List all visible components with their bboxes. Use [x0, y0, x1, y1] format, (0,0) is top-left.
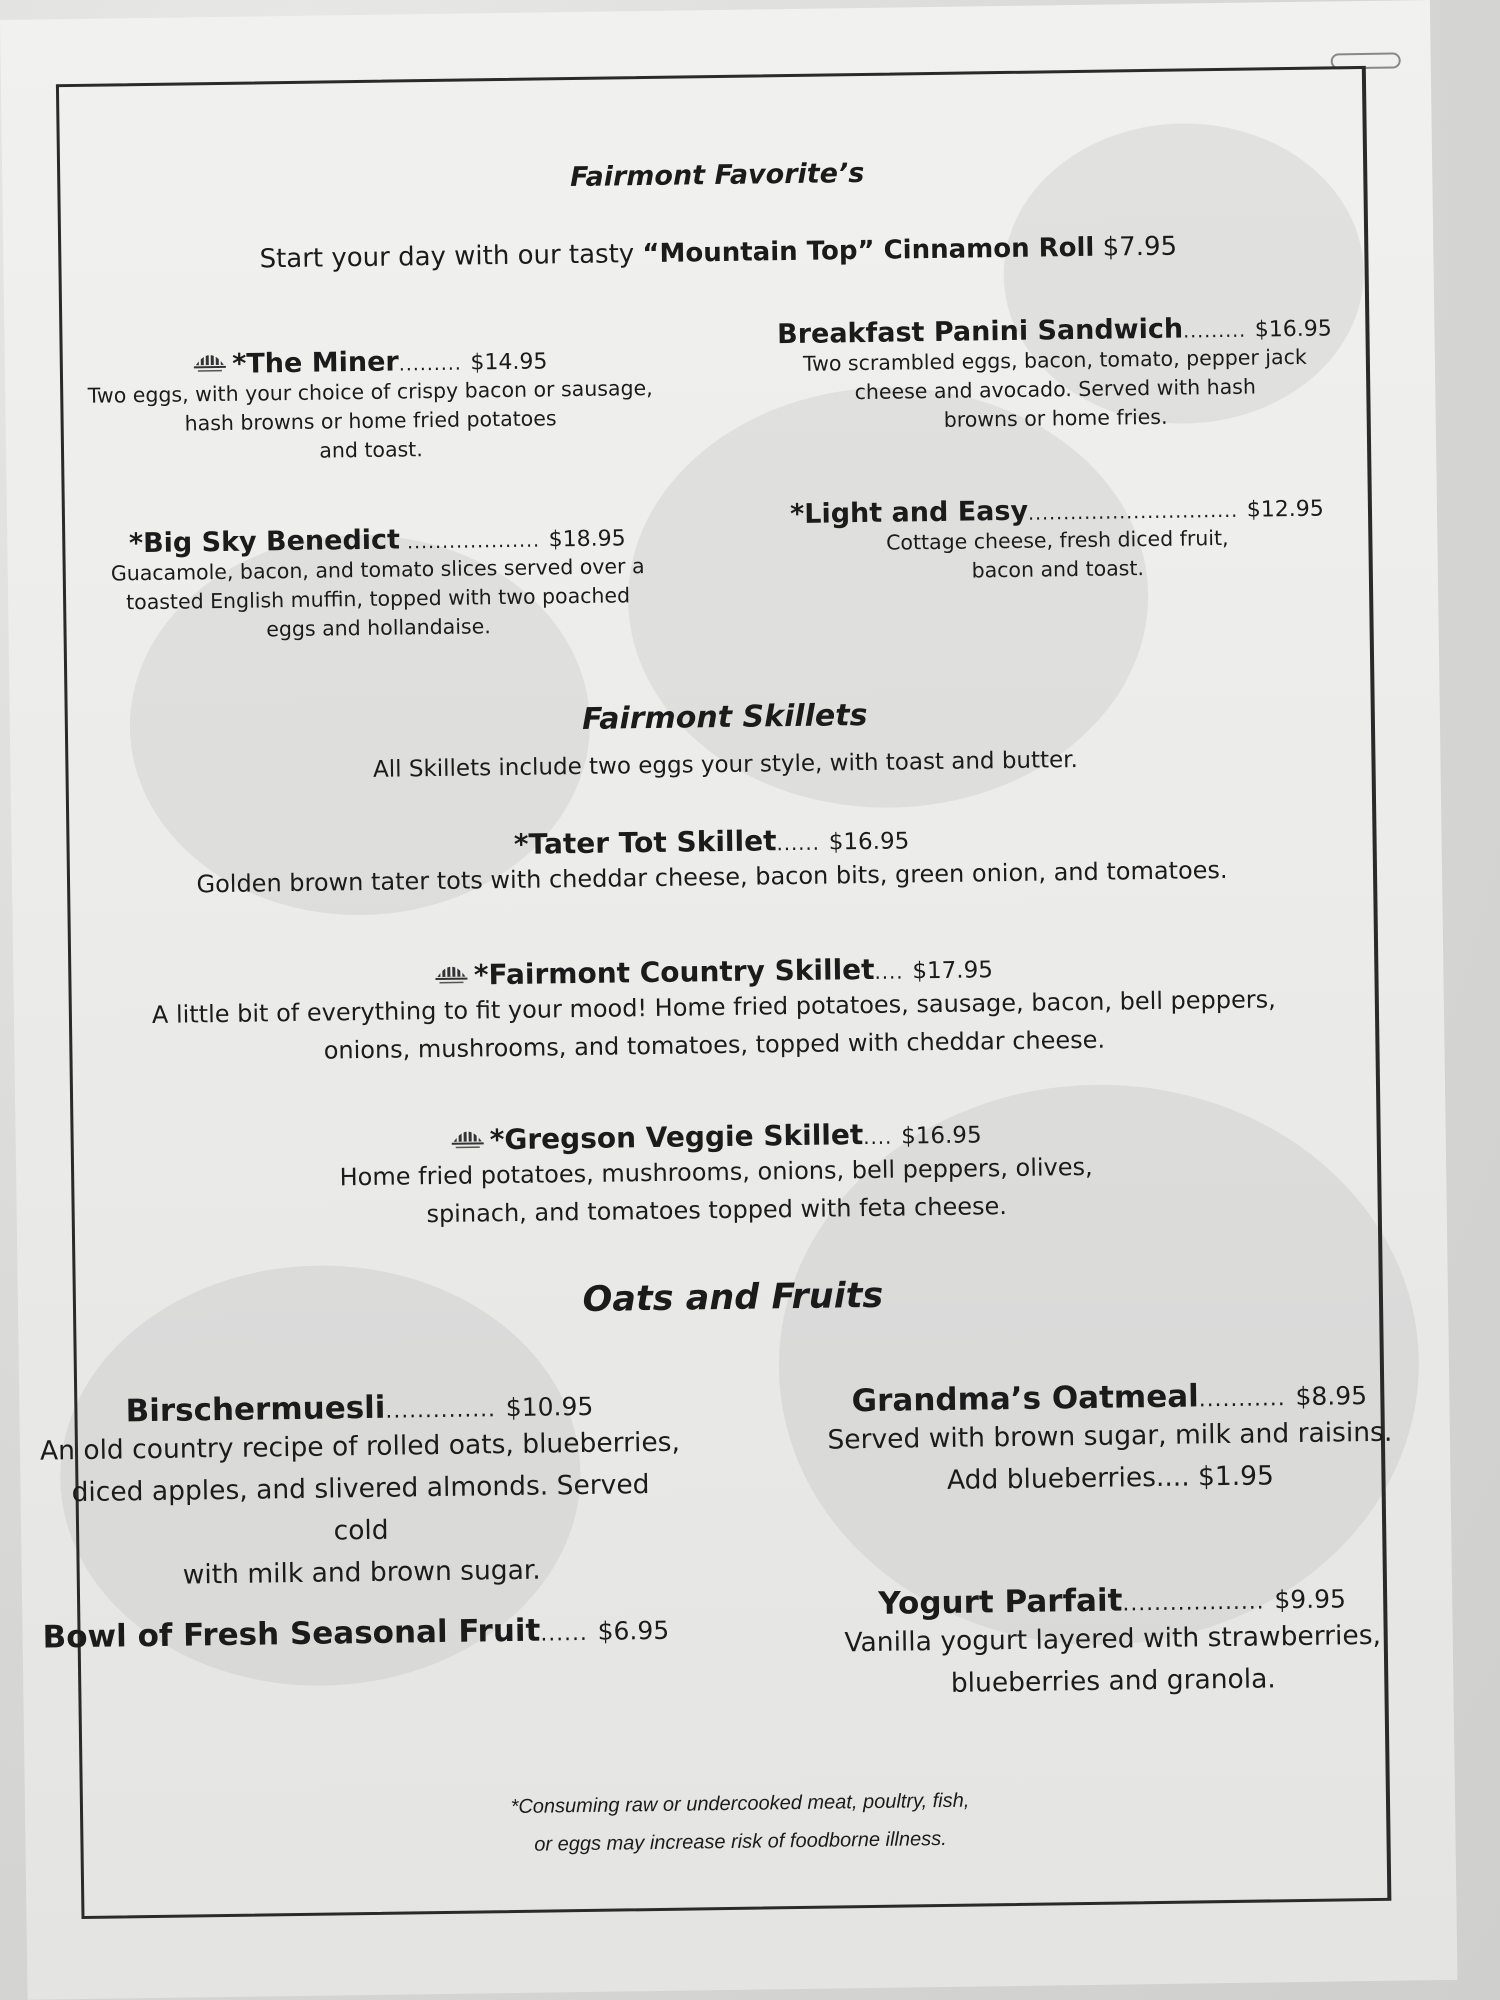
leader-dots: .........	[398, 352, 462, 376]
menu-item-birschermuesli	[39, 1386, 682, 1598]
item-name: *Tater Tot Skillet	[513, 824, 777, 861]
menu-item-breakfast-panini	[774, 311, 1336, 437]
item-description: diced apples, and slivered almonds. Served cold	[71, 1468, 650, 1547]
item-name: *Light and Easy	[789, 495, 1029, 531]
item-price: $16.95	[828, 828, 910, 856]
item-name: *The Miner	[232, 346, 399, 380]
item-price: $14.95	[470, 349, 548, 376]
item-description: with milk and brown sugar.	[182, 1554, 541, 1591]
item-description: Golden brown tater tots with cheddar cheese, bacon bits, green onion, and tomatoes.	[196, 855, 1228, 899]
menu-item-light-and-easy	[777, 491, 1338, 588]
section-title-oats-and-fruits: Oats and Fruits	[582, 1275, 884, 1320]
restaurant-logo-icon	[450, 1123, 486, 1151]
menu-item-fresh-seasonal-fruit	[42, 1611, 670, 1656]
item-description: eggs and hollandaise.	[266, 614, 491, 642]
item-description: bacon and toast.	[971, 556, 1145, 583]
item-price: $18.95	[548, 526, 626, 553]
item-description: Home fried potatoes, mushrooms, onions, bell peppers, olives,	[339, 1152, 1093, 1192]
restaurant-logo-icon	[192, 347, 228, 375]
restaurant-logo-icon	[434, 959, 470, 987]
item-description: Two eggs, with your choice of crispy bacon or sausage,	[87, 375, 653, 408]
item-description: Served with brown sugar, milk and raisins.	[827, 1416, 1393, 1456]
item-price: $6.95	[597, 1615, 670, 1646]
menu-item-big-sky-benedict	[82, 521, 674, 648]
item-price: $9.95	[1274, 1584, 1347, 1615]
item-name: *Big Sky Benedict	[128, 524, 401, 560]
menu-item-the-miner	[75, 341, 667, 470]
item-description: onions, mushrooms, and tomatoes, topped with cheddar cheese.	[323, 1026, 1106, 1065]
menu-item-fairmont-country-skillet	[13, 945, 1414, 1074]
menu-item-gregson-veggie-skillet	[15, 1110, 1416, 1239]
item-name: Grandma’s Oatmeal	[851, 1378, 1200, 1420]
item-name: Yogurt Parfait	[878, 1582, 1123, 1622]
menu-item-grandmas-oatmeal	[809, 1375, 1411, 1503]
leader-dots: ....	[863, 1125, 893, 1150]
leader-dots: ......	[776, 831, 821, 856]
item-description: cheese and avocado. Served with hash	[854, 374, 1257, 405]
disclaimer-line: *Consuming raw or undercooked meat, poultry, fish,	[510, 1789, 970, 1819]
item-price: $16.95	[900, 1122, 982, 1150]
item-description: blueberries and granola.	[950, 1663, 1276, 1699]
item-name: Birschermuesli	[125, 1389, 386, 1430]
leader-dots: ...................	[399, 529, 541, 554]
intro-price: $7.95	[1094, 231, 1178, 263]
leader-dots: ......	[540, 1620, 588, 1647]
leader-dots: ..............................	[1027, 499, 1239, 525]
item-description: A little bit of everything to fit your mood! Home fried potatoes, sausage, bacon, bell peppers,	[151, 985, 1276, 1029]
leader-dots: ....	[874, 960, 904, 984]
item-description: spinach, and tomatoes topped with feta cheese.	[426, 1192, 1008, 1229]
item-description: An old country recipe of rolled oats, blueberries,	[39, 1426, 681, 1467]
section-title-favorites: Fairmont Favorite’s	[569, 157, 865, 194]
leader-dots: ..............	[385, 1397, 497, 1424]
intro-text: Start your day with our tasty	[259, 239, 643, 275]
menu-item-yogurt-parfait	[812, 1578, 1414, 1706]
item-price: $16.95	[1254, 316, 1332, 343]
item-description: Two scrambled eggs, bacon, tomato, pepper jack	[802, 344, 1307, 376]
item-name: Bowl of Fresh Seasonal Fruit	[42, 1612, 541, 1656]
food-safety-disclaimer	[25, 1775, 1456, 1871]
cinnamon-roll-intro	[3, 228, 1433, 278]
item-price: $17.95	[912, 957, 994, 985]
item-price: $12.95	[1246, 496, 1324, 523]
item-description: toasted English muffin, topped with two poached	[125, 583, 631, 615]
item-description: Guacamole, bacon, and tomato slices served over a	[110, 554, 645, 586]
section-title-skillets: Fairmont Skillets	[581, 697, 868, 737]
leader-dots: ..................	[1122, 1589, 1265, 1617]
item-description: Add blueberries.... $1.95	[946, 1460, 1275, 1496]
item-description: Vanilla yogurt layered with strawberries,	[844, 1619, 1382, 1659]
item-name: *Fairmont Country Skillet	[473, 952, 875, 992]
leader-dots: .........	[1182, 319, 1247, 343]
intro-item-name: “Mountain Top” Cinnamon Roll	[642, 232, 1095, 270]
item-price: $10.95	[505, 1391, 594, 1423]
menu-item-tater-tot-skillet	[11, 815, 1412, 906]
disclaimer-line: or eggs may increase risk of foodborne illness.	[534, 1827, 947, 1856]
item-description: hash browns or home fried potatoes	[184, 406, 557, 436]
item-description: browns or home fries.	[943, 404, 1168, 433]
item-description: Cottage cheese, fresh diced fruit,	[885, 525, 1229, 555]
item-description: and toast.	[319, 437, 423, 463]
leader-dots: ...........	[1198, 1386, 1286, 1413]
item-name: *Gregson Veggie Skillet	[489, 1118, 864, 1157]
item-price: $8.95	[1295, 1381, 1368, 1412]
skillets-intro: All Skillets include two eggs your style, with toast and butter.	[372, 747, 1079, 783]
item-name: Breakfast Panini Sandwich	[776, 313, 1184, 351]
